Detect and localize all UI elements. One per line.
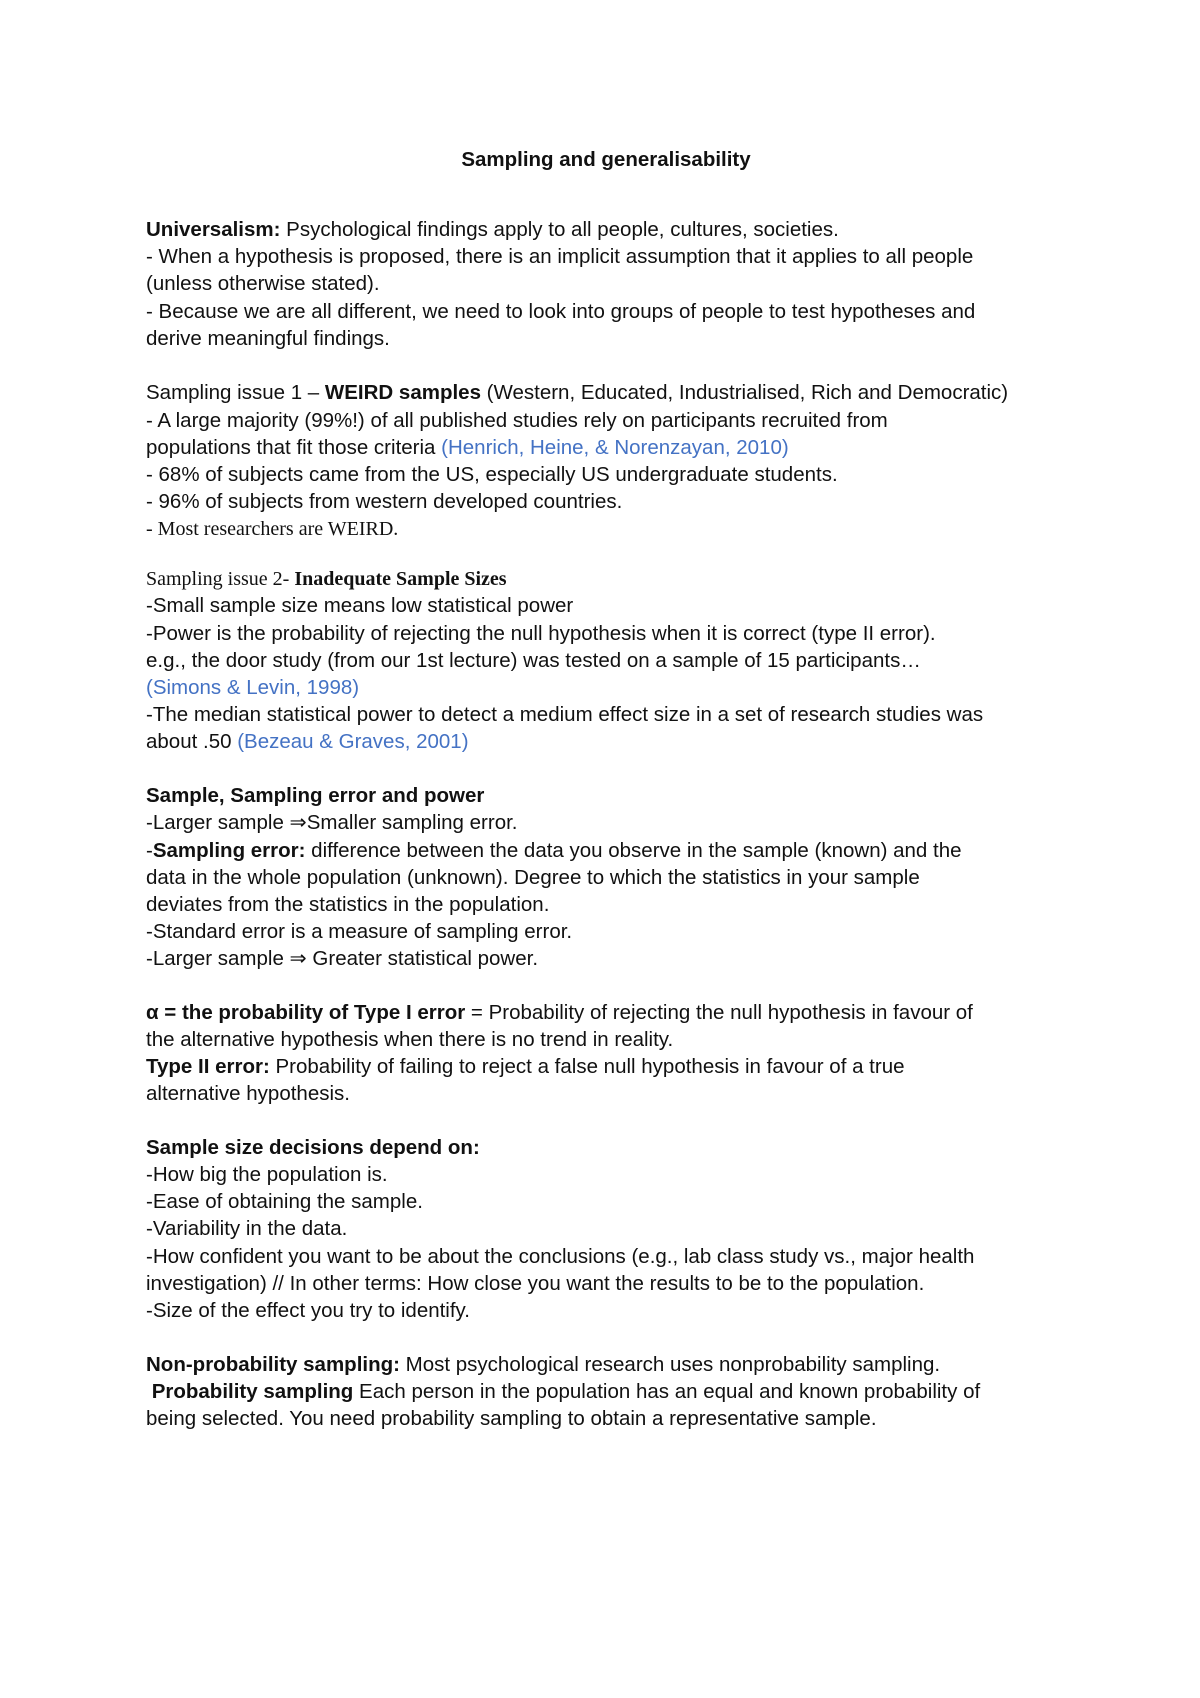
decisions-point-4a: -How confident you want to be about the conclusions (e.g., lab class study vs., major health [146,1245,975,1268]
citation-henrich: (Henrich, Heine, & Norenzayan, 2010) [441,436,789,459]
decisions-point-4b: investigation) // In other terms: How close you want the results to be to the population. [146,1272,925,1295]
citation-simons: (Simons & Levin, 1998) [146,676,360,699]
type2-definition-cont: alternative hypothesis. [146,1082,350,1105]
universalism-point-1a: - When a hypothesis is proposed, there is an implicit assumption that it applies to all people [146,245,974,268]
weird-point-3: - 96% of subjects from western developed countries. [146,490,623,513]
weird-point-1b: populations that fit those criteria (Henrich, Heine, & Norenzayan, 2010) [146,436,789,459]
decisions-point-3: -Variability in the data. [146,1217,348,1240]
universalism-point-2a: - Because we are all different, we need to look into groups of people to test hypotheses and [146,300,976,323]
weird-point-2: - 68% of subjects came from the US, especially US undergraduate students. [146,463,838,486]
decisions-heading: Sample size decisions depend on: [146,1136,480,1159]
sample-sizes-point-4b: about .50 (Bezeau & Graves, 2001) [146,730,469,753]
type2-definition: Type II error: Probability of failing to reject a false null hypothesis in favour of a true [146,1055,905,1078]
decisions-point-1: -How big the population is. [146,1163,388,1186]
universalism-definition: Universalism: Psychological findings apply to all people, cultures, societies. [146,218,839,241]
alpha-term: α = the probability of Type I error [146,1001,466,1024]
sampling-error-point-2a: -Sampling error: difference between the data you observe in the sample (known) and the [146,839,962,862]
universalism-point-1b: (unless otherwise stated). [146,272,380,295]
sampling-error-point-2c: deviates from the statistics in the population. [146,893,550,916]
alpha-definition-cont: the alternative hypothesis when there is no trend in reality. [146,1028,674,1051]
prob-term: Probability sampling [151,1380,354,1403]
sample-sizes-point-2: -Power is the probability of rejecting the null hypothesis when it is correct (type II error). [146,622,936,645]
decisions-point-5: -Size of the effect you try to identify. [146,1299,470,1322]
weird-point-4: - Most researchers are WEIRD. [146,518,399,540]
nonprob-definition: Non-probability sampling: Most psychological research uses nonprobability sampling. [146,1353,941,1376]
decisions-point-2: -Ease of obtaining the sample. [146,1190,423,1213]
alpha-definition: α = the probability of Type I error = Probability of rejecting the null hypothesis in favour of [146,1001,973,1024]
sampling-error-heading: Sample, Sampling error and power [146,784,485,807]
universalism-term: Universalism: [146,218,281,241]
sampling-error-point-3: -Standard error is a measure of sampling error. [146,920,573,943]
citation-bezeau: (Bezeau & Graves, 2001) [237,730,469,753]
prob-definition-cont: being selected. You need probability sampling to obtain a representative sample. [146,1407,877,1430]
sample-sizes-heading: Sampling issue 2- Inadequate Sample Sizes [146,568,507,590]
sample-sizes-point-3: e.g., the door study (from our 1st lecture) was tested on a sample of 15 participants… [146,649,921,672]
weird-point-1a: - A large majority (99%!) of all published studies rely on participants recruited from [146,409,888,432]
sampling-error-point-1: -Larger sample ⇒Smaller sampling error. [146,811,518,834]
weird-heading: Sampling issue 1 – WEIRD samples (Western, Educated, Industrialised, Rich and Democratic) [146,381,1009,404]
prob-definition: Probability sampling Each person in the population has an equal and known probability of [151,1380,981,1403]
sample-sizes-point-1: -Small sample size means low statistical power [146,594,574,617]
sampling-error-point-4: -Larger sample ⇒ Greater statistical power. [146,947,539,970]
sampling-error-point-2b: data in the whole population (unknown). Degree to which the statistics in your sample [146,866,920,889]
type2-term: Type II error: [146,1055,270,1078]
universalism-point-2b: derive meaningful findings. [146,327,390,350]
sample-sizes-point-4a: -The median statistical power to detect a medium effect size in a set of research studies was [146,703,984,726]
nonprob-term: Non-probability sampling: [146,1353,400,1376]
page-title: Sampling and generalisability [461,148,751,171]
